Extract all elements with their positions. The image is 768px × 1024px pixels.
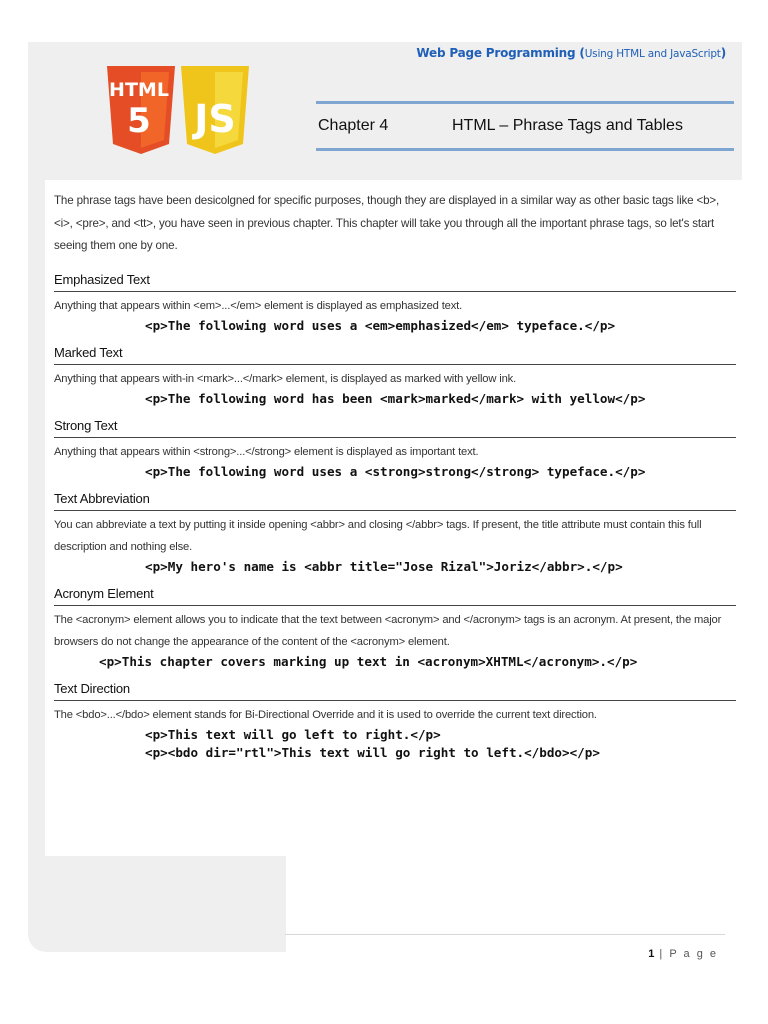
section-heading: Emphasized Text — [54, 272, 736, 292]
chapter-rule-bottom — [316, 148, 734, 151]
section-heading: Text Direction — [54, 681, 736, 701]
section — [54, 491, 736, 576]
section — [54, 272, 736, 335]
section-description: You can abbreviate a text by putting it inside opening <abbr> and closing </abbr> tags. If present, the title attribute must contain this full description and nothing else. — [54, 518, 702, 553]
chapter-rule-top — [316, 101, 734, 104]
main-content — [54, 190, 736, 772]
js-text: JS — [194, 97, 236, 141]
section-description: The <bdo>...</bdo> element stands for Bi-Directional Override and it is used to override the current text direction. — [54, 708, 597, 721]
code-example: <p><bdo dir="rtl">This text will go right to left.</bdo></p> — [145, 744, 600, 760]
course-title-main: Web Page Programming ( — [416, 46, 585, 60]
code-example: <p>The following word has been <mark>marked</mark> with yellow</p> — [145, 390, 646, 406]
page-separator: | — [659, 948, 665, 960]
chapter-title: HTML – Phrase Tags and Tables — [452, 117, 683, 134]
chapter-header — [316, 101, 734, 151]
section-description: The <acronym> element allows you to indicate that the text between <acronym> and </acronym> tags is an acronym. At present, the major browsers do not change the appearance of the content of the <acronym> element. — [54, 613, 722, 648]
section-heading: Acronym Element — [54, 586, 736, 606]
section-description: Anything that appears with-in <mark>...</mark> element, is displayed as marked with yellow ink. — [54, 372, 517, 385]
section — [54, 418, 736, 481]
section — [54, 345, 736, 408]
course-title — [416, 46, 726, 60]
code-example: <p>This text will go left to right.</p> — [145, 726, 441, 742]
section-heading: Text Abbreviation — [54, 491, 736, 511]
section-heading: Strong Text — [54, 418, 736, 438]
code-example: <p>This chapter covers marking up text in <acronym>XHTML</acronym>.</p> — [99, 653, 638, 669]
section — [54, 586, 736, 671]
sections-list — [54, 272, 736, 762]
chapter-label: Chapter 4 — [318, 117, 389, 134]
section-description: Anything that appears within <strong>...</strong> element is displayed as important text. — [54, 445, 479, 458]
code-example: <p>My hero's name is <abbr title="Jose Rizal">Joriz</abbr>.</p> — [145, 558, 623, 574]
code-example: <p>The following word uses a <em>emphasized</em> typeface.</p> — [145, 317, 616, 333]
page-word: P a g e — [669, 948, 718, 960]
html5-js-logo — [103, 66, 251, 154]
course-title-sub: Using HTML and JavaScript — [584, 48, 721, 60]
page-number: 1 — [648, 948, 655, 960]
html5-number: 5 — [127, 101, 151, 141]
page-footer — [648, 948, 718, 960]
code-example: <p>The following word uses a <strong>strong</strong> typeface.</p> — [145, 463, 646, 479]
intro-paragraph: The phrase tags have been desicolgned for specific purposes, though they are displayed in a similar way as other basic tags like <b>, <i>, <pre>, and <tt>, you have seen in previous chapter. This chapter will take you through all the important phrase tags, so let's start seeing them one by one. — [54, 194, 720, 252]
html5-text: HTML — [109, 79, 169, 101]
footer-divider — [285, 934, 725, 935]
section-description: Anything that appears within <em>...</em> element is displayed as emphasized text. — [54, 299, 463, 312]
section-heading: Marked Text — [54, 345, 736, 365]
course-title-close: ) — [720, 46, 726, 60]
section — [54, 681, 736, 762]
